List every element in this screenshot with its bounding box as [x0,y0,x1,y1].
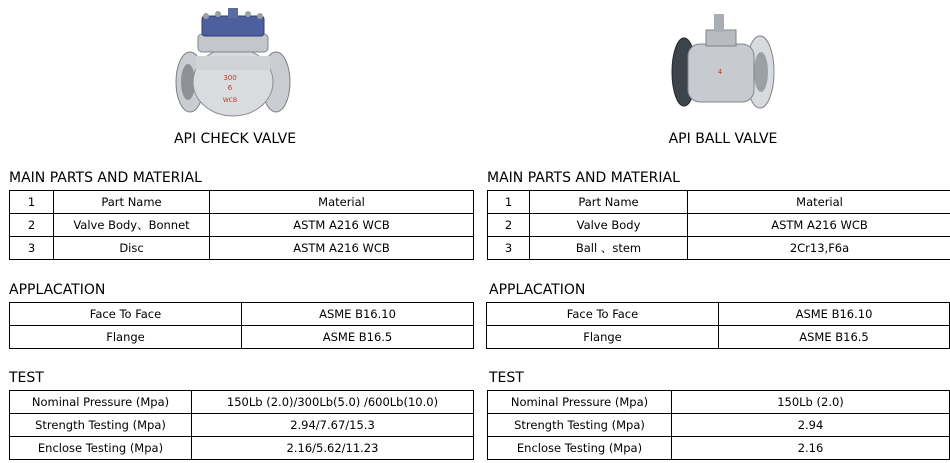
table-cell: Part Name [54,191,210,214]
table-cell: Material [210,191,474,214]
right-main-parts-table [487,190,950,260]
right-main-parts-title: MAIN PARTS AND MATERIAL [487,170,680,186]
table-cell: 2.16 [672,437,950,460]
table-row [488,437,950,460]
table-cell: Enclose Testing (Mpa) [488,437,672,460]
table-cell: 2Cr13,F6a [688,237,950,260]
table-row [10,414,474,437]
left-test-table [9,390,474,460]
svg-text:WCB: WCB [222,97,238,104]
table-cell: Valve Body、Bonnet [54,214,210,237]
table-cell: 2 [488,214,530,237]
svg-text:4: 4 [717,68,723,76]
table-row [488,391,950,414]
table-cell: 1 [10,191,54,214]
table-cell: ASME B16.5 [719,326,950,349]
table-cell: Nominal Pressure (Mpa) [10,391,192,414]
table-cell: Ball 、stem [530,237,688,260]
table-cell: Part Name [530,191,688,214]
table-cell: Face To Face [487,303,719,326]
table-cell: 2.16/5.62/11.23 [192,437,474,460]
right-test-table [487,390,950,460]
table-row [488,237,950,260]
table-cell: 3 [488,237,530,260]
left-test-title: TEST [9,370,44,386]
right-application-table [486,302,950,349]
ball-valve-image [668,10,776,116]
svg-text:300: 300 [223,74,237,82]
table-row [10,191,474,214]
check-valve-image [168,4,298,120]
right-test-title: TEST [489,370,524,386]
table-cell: Flange [487,326,719,349]
table-cell: ASME B16.10 [242,303,474,326]
table-cell: Flange [10,326,242,349]
table-cell: Valve Body [530,214,688,237]
table-cell: Disc [54,237,210,260]
table-cell: Material [688,191,950,214]
table-cell: ASTM A216 WCB [210,214,474,237]
table-cell: Nominal Pressure (Mpa) [488,391,672,414]
table-row [10,437,474,460]
table-row [488,414,950,437]
table-cell: 2.94/7.67/15.3 [192,414,474,437]
table-cell: ASME B16.10 [719,303,950,326]
table-row [10,391,474,414]
table-row [488,214,950,237]
svg-text:6: 6 [227,84,233,92]
table-cell: 150Lb (2.0)/300Lb(5.0) /600Lb(10.0) [192,391,474,414]
table-cell: 1 [488,191,530,214]
left-application-table [9,302,474,349]
table-cell: 2 [10,214,54,237]
table-cell: 150Lb (2.0) [672,391,950,414]
table-cell: ASME B16.5 [242,326,474,349]
table-row [488,191,950,214]
left-main-parts-table [9,190,474,260]
table-row [10,326,474,349]
table-cell: 3 [10,237,54,260]
left-main-parts-title: MAIN PARTS AND MATERIAL [9,170,202,186]
check-valve-caption: API CHECK VALVE [173,131,297,147]
table-row [10,303,474,326]
table-cell: Enclose Testing (Mpa) [10,437,192,460]
table-row [10,214,474,237]
ball-valve-caption: API BALL VALVE [668,131,778,147]
table-cell: Face To Face [10,303,242,326]
table-cell: ASTM A216 WCB [210,237,474,260]
table-row [10,237,474,260]
table-row [487,326,950,349]
table-cell: ASTM A216 WCB [688,214,950,237]
table-cell: Strength Testing (Mpa) [488,414,672,437]
right-application-title: APPLACATION [489,282,586,298]
table-row [487,303,950,326]
left-application-title: APPLACATION [9,282,106,298]
table-cell: 2.94 [672,414,950,437]
table-cell: Strength Testing (Mpa) [10,414,192,437]
